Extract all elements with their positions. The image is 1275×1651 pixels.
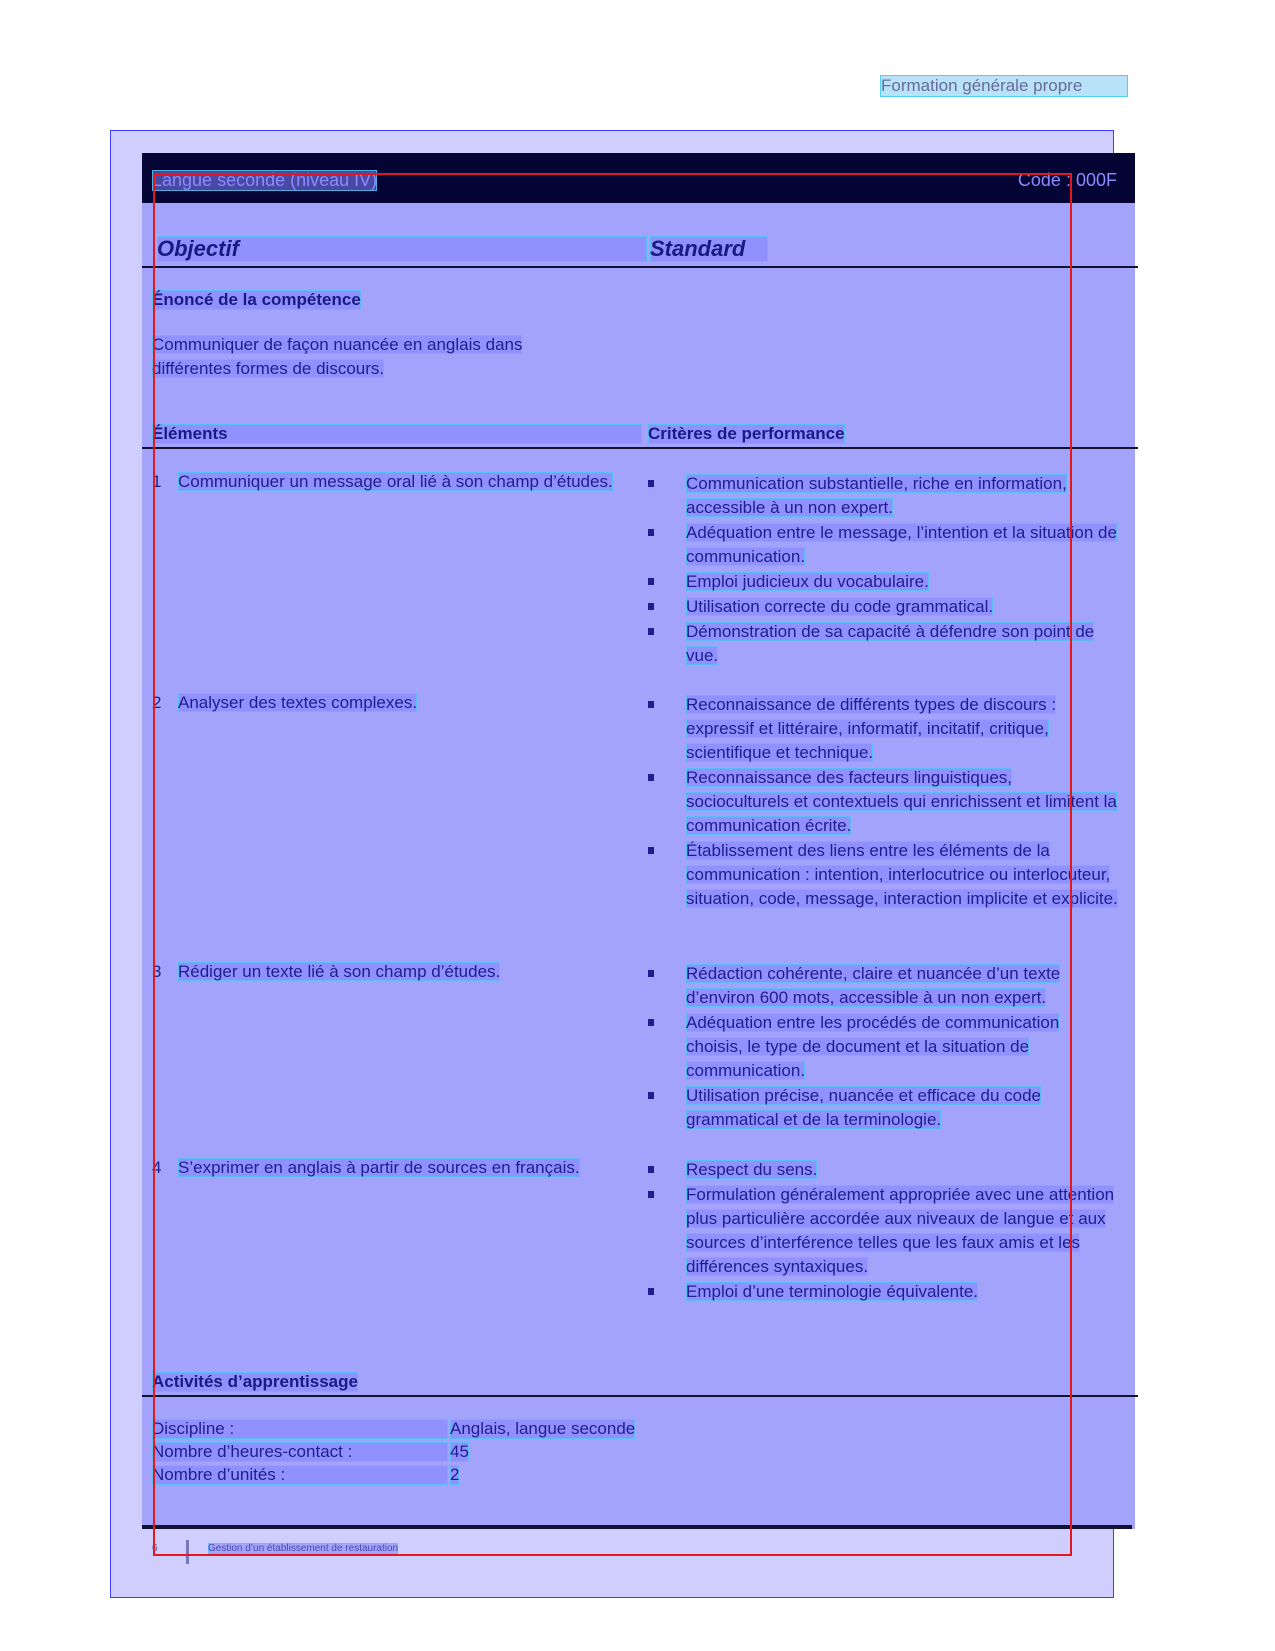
code-label: Code : [1017, 170, 1071, 190]
list-item: Adéquation entre les procédés de communication choisis, le type de document et la situation de communication. [648, 1011, 1118, 1083]
course-title: Langue seconde (niveau IV) [152, 170, 378, 190]
page-number: 6 [152, 1543, 158, 1554]
element-number: 1 [152, 472, 162, 491]
footer-program-name: Gestion d’un établissement de restauration [208, 1543, 399, 1554]
element-text: Analyser des textes complexes. [178, 693, 418, 712]
unites-value: 2 [450, 1465, 460, 1484]
criteria-list [648, 962, 1118, 1133]
criteria-list [648, 1158, 1118, 1305]
list-item: Emploi judicieux du vocabulaire. [648, 570, 1118, 594]
discipline-label: Discipline : [152, 1419, 448, 1439]
list-item: Respect du sens. [648, 1158, 1118, 1182]
unites-label: Nombre d’unités : [152, 1465, 448, 1485]
element-number: 2 [152, 693, 162, 712]
element-text: Communiquer un message oral lié à son champ d’études. [178, 472, 613, 491]
elements-column-header: Éléments [152, 424, 642, 444]
element-text: S’exprimer en anglais à partir de sources en français. [178, 1158, 580, 1177]
list-item: Formulation généralement appropriée avec une attention plus particulière accordée aux niveaux de langue et aux sources d’interférence telles que les faux amis et les différences syntaxiques. [648, 1183, 1118, 1279]
list-item: Rédaction cohérente, claire et nuancée d’un texte d’environ 600 mots, accessible à un non expert. [648, 962, 1118, 1010]
list-item: Reconnaissance de différents types de discours : expressif et littéraire, informatif, incitatif, critique, scientifique et technique. [648, 693, 1118, 765]
list-item: Établissement des liens entre les éléments de la communication : intention, interlocutrice ou interlocuteur, situation, code, message, interaction implicite et explicite. [648, 839, 1118, 911]
heures-contact-value: 45 [450, 1442, 469, 1461]
course-code [1018, 170, 1117, 191]
footer-rule [142, 1525, 1132, 1529]
footer-divider [186, 1540, 189, 1564]
standard-header: Standard [650, 236, 768, 262]
competence-text: Communiquer de façon nuancée en anglais dans différentes formes de discours. [152, 335, 523, 378]
objectif-header: Objectif [157, 236, 647, 262]
element-number: 4 [152, 1158, 162, 1177]
list-item: Emploi d’une terminologie équivalente. [648, 1280, 1118, 1304]
list-item: Communication substantielle, riche en information, accessible à un non expert. [648, 472, 1118, 520]
criteres-column-header: Critères de performance [648, 424, 845, 443]
competence-title: Énoncé de la compétence [152, 290, 361, 309]
list-item: Reconnaissance des facteurs linguistiques, socioculturels et contextuels qui enrichissent et limitent la communication écrite. [648, 766, 1118, 838]
activites-title: Activités d’apprentissage [152, 1372, 358, 1391]
columns-rule [142, 447, 1138, 449]
code-value: 000F [1075, 170, 1117, 190]
activites-rule [142, 1395, 1138, 1397]
list-item: Utilisation correcte du code grammatical. [648, 595, 1118, 619]
criteria-list [648, 472, 1118, 669]
element-number: 3 [152, 962, 162, 981]
running-head: Formation générale propre [880, 75, 1128, 97]
list-item: Utilisation précise, nuancée et efficace du code grammatical et de la terminologie. [648, 1084, 1118, 1132]
header-rule [142, 266, 1138, 268]
heures-contact-label: Nombre d’heures-contact : [152, 1442, 448, 1462]
criteria-list [648, 693, 1118, 912]
list-item: Adéquation entre le message, l’intention et la situation de communication. [648, 521, 1118, 569]
element-text: Rédiger un texte lié à son champ d’études. [178, 962, 501, 981]
list-item: Démonstration de sa capacité à défendre son point de vue. [648, 620, 1118, 668]
discipline-value: Anglais, langue seconde [450, 1419, 636, 1438]
